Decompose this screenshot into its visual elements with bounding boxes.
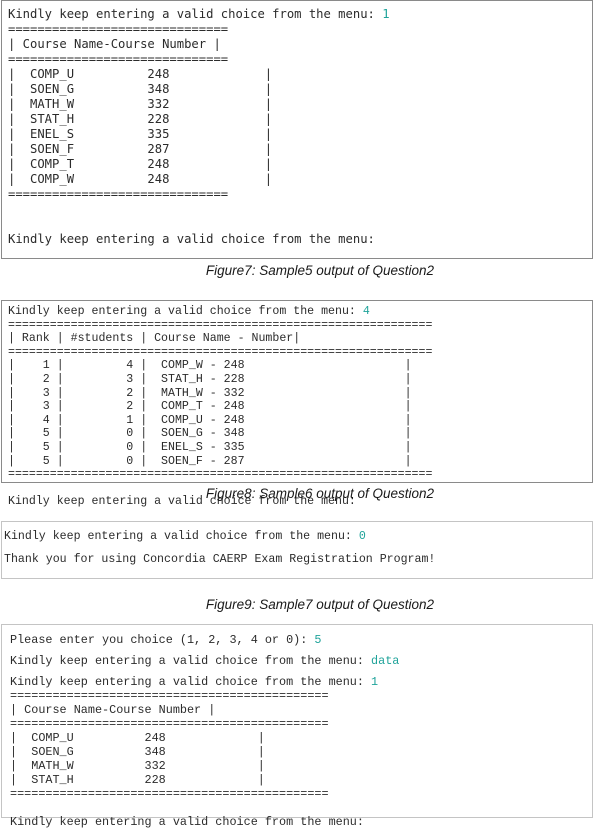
table-row: | MATH_W 332 | (8, 97, 273, 111)
table-row: | 3 | 2 | MATH_W - 332 | (8, 386, 412, 400)
table-row: | COMP_W 248 | (8, 172, 273, 186)
user-input: 5 (314, 633, 322, 647)
table-row: | COMP_U 248 | (10, 731, 265, 745)
prompt-text: Kindly keep entering a valid choice from the menu: (4, 530, 359, 543)
figure-caption-9: Figure9: Sample7 output of Question2 (205, 597, 435, 612)
terminal-output (2, 625, 592, 829)
table-rule: ============================== (8, 52, 229, 66)
table-rule: ============================================================= (8, 468, 433, 482)
table-row: | SOEN_F 287 | (8, 142, 273, 156)
table-row: | 2 | 3 | STAT_H - 228 | (8, 372, 412, 386)
prompt-text: Kindly keep entering a valid choice from the menu: (8, 305, 363, 318)
table-row: | 4 | 1 | COMP_U - 248 | (8, 413, 412, 427)
prompt-text: Kindly keep entering a valid choice from the menu: (10, 815, 364, 829)
terminal-output (2, 301, 592, 509)
table-row: | SOEN_G 348 | (8, 82, 273, 96)
table-header: | Course Name-Course Number | (8, 37, 221, 51)
exit-message: Thank you for using Concordia CAERP Exam Registration Program! (4, 553, 436, 566)
table-rule: ============================================= (10, 689, 329, 703)
user-input: 1 (371, 675, 379, 689)
user-input: 0 (358, 530, 366, 543)
table-row: | MATH_W 332 | (10, 759, 265, 773)
prompt-text: Kindly keep entering a valid choice from the menu: (8, 495, 356, 509)
table-row: | STAT_H 228 | (10, 773, 265, 787)
user-input: data (371, 654, 400, 668)
terminal-output (2, 1, 592, 247)
user-input: 4 (362, 305, 370, 318)
table-row: | COMP_U 248 | (8, 67, 273, 81)
table-row: | SOEN_G 348 | (10, 745, 265, 759)
table-rule: ============================================= (10, 717, 329, 731)
prompt-text: Kindly keep entering a valid choice from the menu: (10, 654, 372, 668)
table-row: | 5 | 0 | SOEN_F - 287 | (8, 454, 412, 468)
terminal-output (2, 522, 592, 567)
table-rule: ============================== (8, 187, 229, 201)
table-rule: ============================== (8, 22, 229, 36)
table-row: | ENEL_S 335 | (8, 127, 273, 141)
user-input: 1 (382, 7, 390, 21)
prompt-text: Kindly keep entering a valid choice from the menu: (8, 7, 383, 21)
table-rule: ============================================================= (8, 318, 433, 332)
terminal-panel-sample7 (1, 521, 593, 579)
table-header: | Course Name-Course Number | (10, 703, 216, 717)
prompt-text: Kindly keep entering a valid choice from the menu: (8, 232, 375, 246)
table-row: | 5 | 0 | SOEN_G - 348 | (8, 427, 412, 441)
table-rule: ============================================= (10, 787, 329, 801)
prompt-text: Kindly keep entering a valid choice from the menu: (10, 675, 372, 689)
terminal-panel-sample8 (1, 624, 593, 829)
figure-caption-8: Figure8: Sample6 output of Question2 (205, 486, 435, 501)
table-row: | COMP_T 248 | (8, 157, 273, 171)
table-row: | 3 | 2 | COMP_T - 248 | (8, 400, 412, 414)
figure-caption-7: Figure7: Sample5 output of Question2 (205, 263, 435, 278)
table-row: | 1 | 4 | COMP_W - 248 | (8, 359, 412, 373)
prompt-text: Please enter you choice (1, 2, 3, 4 or 0): (10, 633, 315, 647)
table-rule: ============================================================= (8, 345, 433, 359)
terminal-panel-sample5 (1, 0, 593, 259)
table-header: | Rank | #students | Course Name - Number| (8, 332, 301, 346)
table-row: | STAT_H 228 | (8, 112, 273, 126)
table-row: | 5 | 0 | ENEL_S - 335 | (8, 440, 412, 454)
